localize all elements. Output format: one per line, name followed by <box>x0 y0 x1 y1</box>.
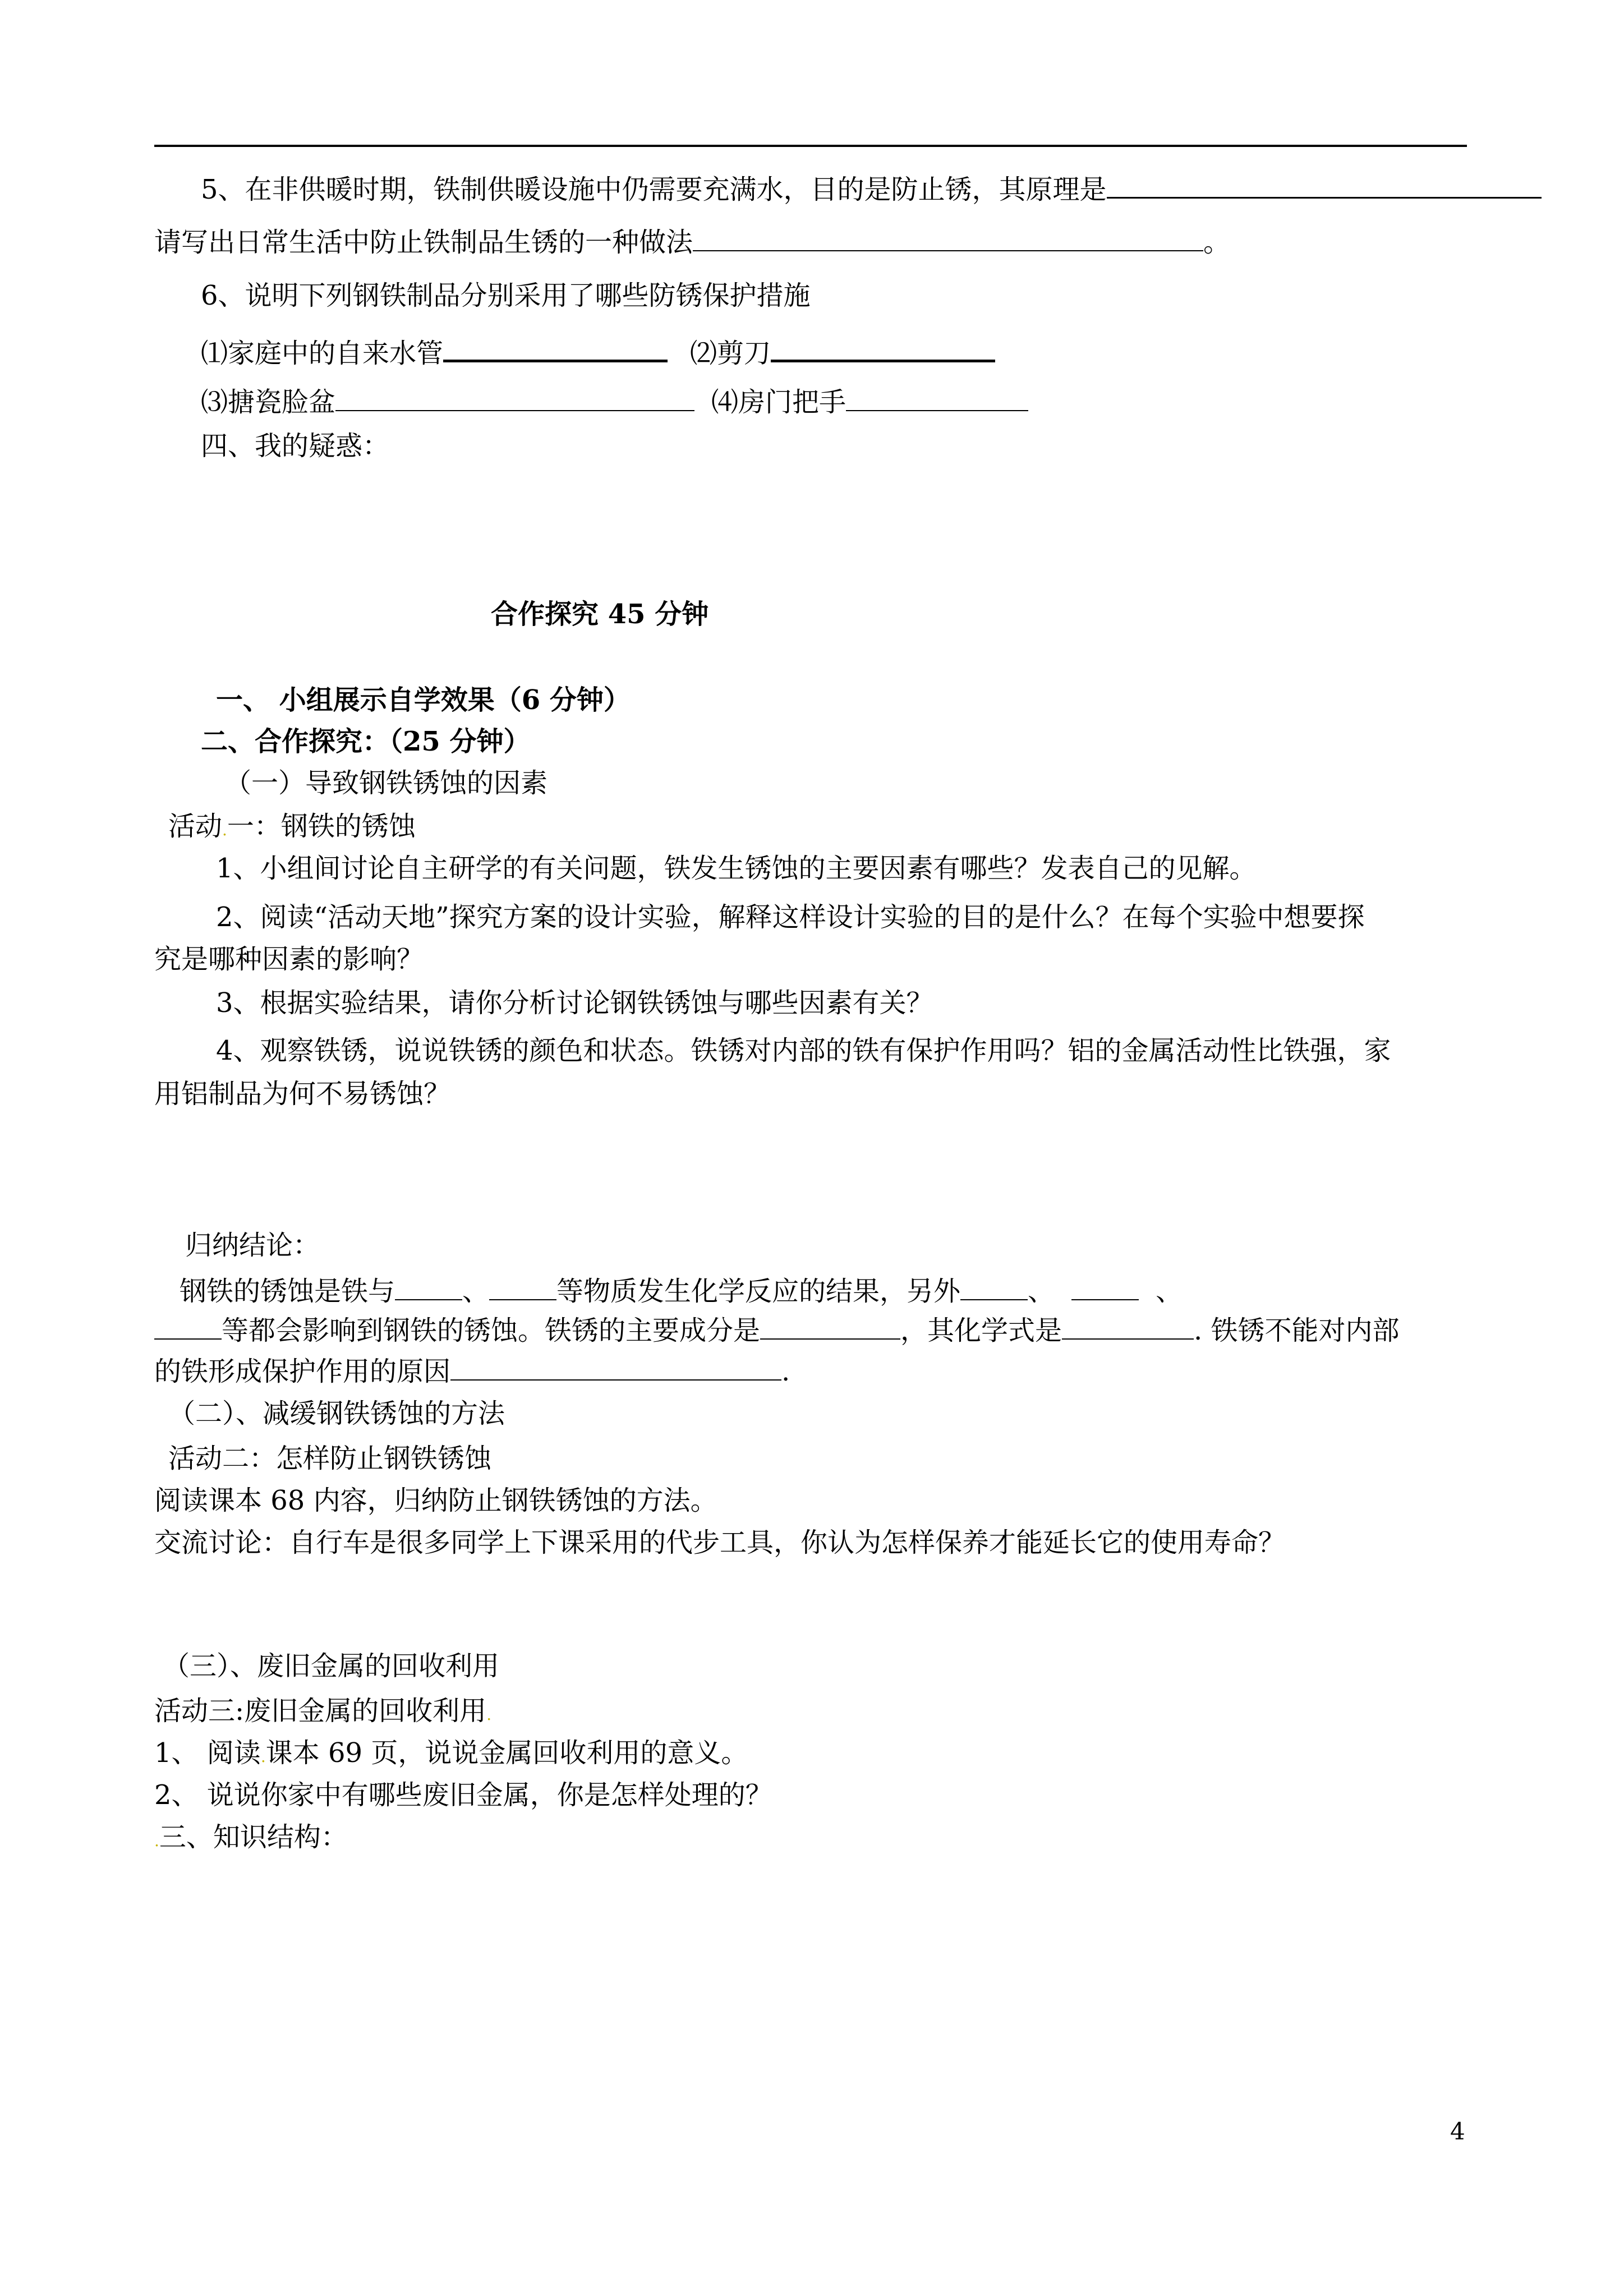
section3-line <box>154 1820 348 1858</box>
conclusion-l1-c: 等物质发生化学反应的结果，另外 <box>556 1276 961 1307</box>
yellow-dot-mark: . <box>486 1705 492 1724</box>
sub3-heading: （三）、废旧金属的回收利用 <box>163 1650 500 1682</box>
activity1-q3: 3、根据实验结果，请你分析讨论钢铁锈蚀与哪些因素有关？ <box>216 987 933 1019</box>
activity3-q1-line <box>154 1736 748 1774</box>
section-knowledge-structure: 三、知识结构： <box>159 1821 348 1853</box>
q6-title: 6、说明下列钢铁制品分别采用了哪些防锈保护措施 <box>201 280 811 311</box>
coop-title: 合作探究 45 分钟 <box>491 599 709 630</box>
activity1-q1: 1、小组间讨论自主研学的有关问题，铁发生锈蚀的主要因素有哪些？发表自己的见解。 <box>216 853 1257 884</box>
activity3-label: 活动三:废旧金属的回收利用 <box>154 1695 487 1727</box>
conclusion-l1-sep3: 、 <box>1156 1276 1183 1307</box>
blank-factor-5[interactable] <box>154 1313 222 1340</box>
conclusion-l3-b: . <box>781 1356 790 1387</box>
q6-item2: ⑵剪刀 <box>690 338 771 369</box>
conclusion-l1-a: 钢铁的锈蚀是铁与 <box>180 1276 395 1307</box>
blank-factor-3[interactable] <box>960 1273 1028 1300</box>
q5-method-blank[interactable] <box>693 224 1203 251</box>
q6-item2-blank[interactable] <box>771 334 995 362</box>
blank-factor-1[interactable] <box>395 1273 462 1300</box>
part2-heading: 二、合作探究：（25 分钟） <box>201 726 531 757</box>
q5-line2 <box>154 224 1230 259</box>
q6-item1-blank[interactable] <box>443 334 668 362</box>
q5-line1 <box>201 171 1542 206</box>
conclusion-l2-a: 等都会影响到钢铁的锈蚀。铁锈的主要成分是 <box>222 1315 761 1346</box>
section-my-doubts: 四、我的疑惑： <box>201 430 390 462</box>
conclusion-l1-sep: 、 <box>462 1276 490 1307</box>
conclusion-line3 <box>154 1354 790 1388</box>
q6-item4-blank[interactable] <box>846 384 1028 411</box>
blank-factor-4[interactable] <box>1071 1273 1139 1300</box>
q6-item3: ⑶搪瓷脸盆 <box>201 386 336 418</box>
yellow-dot-mark: . <box>260 1747 266 1766</box>
conclusion-l1-sep2: 、 <box>1028 1276 1055 1307</box>
activity1-label-a: 活动 <box>168 811 223 842</box>
q5-answer-blank[interactable] <box>1107 171 1542 199</box>
header-rule <box>154 145 1467 147</box>
part1-heading: 一、 小组展示自学效果（6 分钟） <box>216 684 631 716</box>
activity2-label: 活动二：怎样防止钢铁锈蚀 <box>168 1443 492 1474</box>
activity1-q4-line2: 用铝制品为何不易锈蚀？ <box>154 1078 451 1110</box>
conclusion-line1 <box>180 1273 1183 1308</box>
activity1-label <box>168 809 416 847</box>
conclusion-line2 <box>154 1313 1400 1347</box>
blank-chemical-formula[interactable] <box>1062 1313 1194 1340</box>
activity2-discuss: 交流讨论：自行车是很多同学上下课采用的代步工具，你认为怎样保养才能延长它的使用寿命？ <box>154 1527 1286 1558</box>
q5-prompt: 请写出日常生活中防止铁制品生锈的一种做法 <box>154 227 693 258</box>
blank-rust-component[interactable] <box>760 1313 900 1340</box>
activity1-label-b: 一：钢铁的锈蚀 <box>227 811 416 842</box>
q6-item4: ⑷房门把手 <box>711 386 846 418</box>
q5-period: 。 <box>1203 227 1231 258</box>
q6-row2 <box>201 384 1028 419</box>
conclusion-l2-c: . 铁锈不能对内部 <box>1194 1315 1400 1346</box>
activity2-read: 阅读课本 68 内容，归纳防止钢铁锈蚀的方法。 <box>154 1485 717 1516</box>
activity1-q2-line2: 究是哪种因素的影响？ <box>154 944 424 975</box>
yellow-dot-mark: . <box>154 1832 159 1850</box>
q6-row1 <box>201 334 995 370</box>
activity3-label-line <box>154 1694 491 1732</box>
activity3-q2: 2、 说说你家中有哪些废旧金属，你是怎样处理的？ <box>154 1779 772 1811</box>
sub2-heading: （二）、减缓钢铁锈蚀的方法 <box>168 1398 505 1429</box>
q5-text: 5、在非供暖时期，铁制供暖设施中仍需要充满水，目的是防止锈，其原理是 <box>201 174 1107 205</box>
activity1-q2-line1: 2、阅读“活动天地”探究方案的设计实验，解释这样设计实验的目的是什么？在每个实验中想要探 <box>216 901 1365 933</box>
conclusion-l2-b: ，其化学式是 <box>900 1315 1062 1346</box>
activity1-q4-line1: 4、观察铁锈，说说铁锈的颜色和状态。铁锈对内部的铁有保护作用吗？铝的金属活动性比铁强，家 <box>216 1035 1391 1066</box>
conclusion-title: 归纳结论： <box>185 1230 320 1261</box>
activity3-q1-a: 1、 阅读 <box>154 1737 261 1769</box>
q6-item3-blank[interactable] <box>335 384 694 411</box>
blank-factor-2[interactable] <box>489 1273 556 1300</box>
activity3-q1-b: 课本 69 页，说说金属回收利用的意义。 <box>265 1737 748 1769</box>
q6-item1: ⑴家庭中的自来水管 <box>201 338 444 369</box>
sub1-heading: （一）导致钢铁锈蚀的因素 <box>224 767 548 799</box>
yellow-dot-mark: . <box>222 821 227 839</box>
blank-reason[interactable] <box>450 1354 781 1381</box>
conclusion-l3-a: 的铁形成保护作用的原因 <box>154 1356 451 1387</box>
page-number: 4 <box>1450 2118 1465 2145</box>
